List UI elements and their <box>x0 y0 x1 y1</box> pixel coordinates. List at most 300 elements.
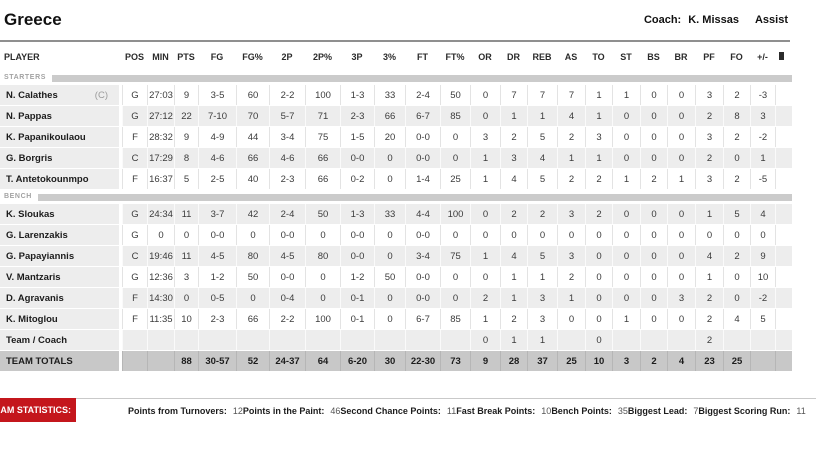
stat-cell: 2 <box>695 106 723 126</box>
stat-cell: 2 <box>723 127 750 147</box>
col-2p: 2P <box>281 52 293 62</box>
stat-cell: -2 <box>750 288 775 308</box>
stat-cell: 5 <box>750 309 775 329</box>
stat-cell: 2 <box>557 169 585 189</box>
player-name: TEAM TOTALS <box>6 355 73 367</box>
player-name-cell <box>0 169 122 189</box>
stat-cell: 30-57 <box>198 351 236 371</box>
stat-cell <box>750 351 775 371</box>
stat-cell: -2 <box>750 127 775 147</box>
stat-cell: 3 <box>750 106 775 126</box>
player-name-cell <box>0 309 122 329</box>
stat-cell: 25 <box>440 169 470 189</box>
coach-line <box>644 14 788 26</box>
stat-cell: 0 <box>585 288 612 308</box>
box-score-body <box>0 71 792 371</box>
stat-cell: 2 <box>500 309 527 329</box>
stat-cell: 4-4 <box>405 204 440 224</box>
player-row <box>0 169 792 189</box>
stat-cell: 0 <box>695 225 723 245</box>
stat-cell: 10 <box>750 267 775 287</box>
player-name: K. Mitoglou <box>6 313 58 325</box>
stat-cell: 1-3 <box>340 204 374 224</box>
stat-cell: 0 <box>723 225 750 245</box>
stat-cell <box>640 330 667 350</box>
stat-cell: G <box>122 85 147 105</box>
player-name: G. Papayiannis <box>6 250 75 262</box>
stat-cell: G <box>122 267 147 287</box>
stat-cell: 2 <box>557 127 585 147</box>
section-row <box>0 190 792 203</box>
stat-second-chance-points: Second Chance Points: 11 <box>340 405 457 416</box>
stat-cell: 0 <box>374 225 405 245</box>
player-name: K. Papanikoulaou <box>6 131 86 143</box>
section-cell <box>0 190 792 203</box>
stat-cell: 0-0 <box>405 267 440 287</box>
stat-cell: 0-0 <box>269 225 305 245</box>
stat-cell: 2 <box>695 330 723 350</box>
col-bs: BS <box>647 52 660 62</box>
stat-cell <box>723 330 750 350</box>
player-name-cell <box>0 246 122 266</box>
stat-cell: 0 <box>305 225 340 245</box>
stat-cell: 4 <box>527 148 557 168</box>
stat-cell: 0 <box>667 204 695 224</box>
col-ftp: FT% <box>445 52 465 62</box>
stat-cell: 0 <box>640 267 667 287</box>
stat-cell: 0 <box>374 169 405 189</box>
stat-cell: 0 <box>470 267 500 287</box>
stat-cell: 40 <box>236 169 269 189</box>
stat-cell: 4 <box>667 351 695 371</box>
col-to: TO <box>592 52 605 62</box>
stat-cell: 0 <box>374 148 405 168</box>
stat-bench-points: Bench Points: 35 <box>551 405 628 416</box>
col-3pp: 3% <box>382 52 396 62</box>
stat-cell: 0 <box>236 288 269 308</box>
stat-cell: 8 <box>174 148 198 168</box>
stat-cell: 5 <box>723 204 750 224</box>
player-name-cell <box>0 225 122 245</box>
stat-cell: 0 <box>723 148 750 168</box>
column-header-row <box>0 43 792 70</box>
stat-cell: 75 <box>440 246 470 266</box>
stat-cell: 0 <box>470 225 500 245</box>
stat-biggest-lead: Biggest Lead: 7 <box>627 405 699 416</box>
stat-cell: 1 <box>500 267 527 287</box>
stat-cell <box>174 330 198 350</box>
player-row <box>0 267 792 287</box>
stat-cell: 88 <box>174 351 198 371</box>
stat-cell: 66 <box>305 169 340 189</box>
stat-cell: F <box>122 169 147 189</box>
stat-cell: 24-37 <box>269 351 305 371</box>
stat-cell: 14:30 <box>147 288 174 308</box>
stat-fast-break-points: Fast Break Points: 10 <box>456 405 552 416</box>
stat-cell: 2 <box>695 148 723 168</box>
stat-cell: 0 <box>470 85 500 105</box>
col-ft: FT <box>417 52 428 62</box>
stat-cell: 1-2 <box>340 267 374 287</box>
stat-cell: 1 <box>500 106 527 126</box>
stat-cell <box>405 330 440 350</box>
stat-cell: 1 <box>612 169 640 189</box>
stat-cell: 9 <box>470 351 500 371</box>
stat-cell <box>667 330 695 350</box>
stat-cell: 5 <box>174 169 198 189</box>
stat-cell: 3 <box>612 351 640 371</box>
captain-badge: (C) <box>94 89 108 101</box>
section-wrap <box>0 190 792 203</box>
stat-cell: 11 <box>174 204 198 224</box>
stat-cell: 0-0 <box>405 288 440 308</box>
stat-cell: 0-5 <box>198 288 236 308</box>
team-statistics-badge: AM STATISTICS: <box>0 398 76 422</box>
stat-cell: 44 <box>236 127 269 147</box>
stat-cell: 2-2 <box>269 309 305 329</box>
stat-cell: 9 <box>750 246 775 266</box>
stat-cell: 1 <box>612 309 640 329</box>
page-header <box>0 0 790 42</box>
stat-cell: 0 <box>440 288 470 308</box>
player-name-cell <box>0 85 122 105</box>
player-name-cell <box>0 330 122 350</box>
stat-cell: 25 <box>723 351 750 371</box>
stat-cell: 0 <box>440 127 470 147</box>
totals-row <box>0 351 792 371</box>
player-name-cell <box>0 148 122 168</box>
stat-cell: 0 <box>667 127 695 147</box>
stat-cell: 24:34 <box>147 204 174 224</box>
stat-cell: 0 <box>374 288 405 308</box>
stat-cell: 1 <box>527 267 557 287</box>
stat-cell <box>122 330 147 350</box>
col-pts: PTS <box>177 52 195 62</box>
stat-cell: 3-5 <box>198 85 236 105</box>
player-name-cell <box>0 288 122 308</box>
stat-cell: 66 <box>374 106 405 126</box>
stat-cell: 8 <box>723 106 750 126</box>
stat-cell: 0 <box>640 288 667 308</box>
col-dr: DR <box>507 52 520 62</box>
stat-cell: 66 <box>305 148 340 168</box>
stat-cell: 3 <box>695 169 723 189</box>
coach-label: Coach: <box>643 14 682 26</box>
stat-cell: 11 <box>174 246 198 266</box>
stat-cell: 6-7 <box>405 309 440 329</box>
stat-cell: 0 <box>612 106 640 126</box>
stat-cell: G <box>122 225 147 245</box>
col-or: OR <box>478 52 492 62</box>
player-name: T. Antetokounmpo <box>6 173 89 185</box>
col-reb: REB <box>532 52 552 62</box>
coach-name: K. Missas <box>688 14 739 26</box>
stat-cell: 1 <box>585 85 612 105</box>
player-name-cell <box>0 267 122 287</box>
stat-cell: 2 <box>470 288 500 308</box>
stat-cell: 1 <box>500 330 527 350</box>
stat-cell: 2 <box>640 169 667 189</box>
clipped-cell <box>775 351 792 371</box>
stat-cell: 1 <box>470 148 500 168</box>
stat-cell: 2-3 <box>340 106 374 126</box>
stat-cell <box>750 330 775 350</box>
col-pf: PF <box>703 52 715 62</box>
player-name: Team / Coach <box>6 334 68 346</box>
section-bar <box>52 75 792 82</box>
stat-cell: 0 <box>612 225 640 245</box>
stat-cell: G <box>122 204 147 224</box>
stat-cell: 3 <box>174 267 198 287</box>
stat-cell: 1 <box>470 169 500 189</box>
stat-cell: 23 <box>695 351 723 371</box>
stat-cell: 1-3 <box>340 85 374 105</box>
col-player: PLAYER <box>4 52 40 62</box>
stat-cell: 0 <box>470 330 500 350</box>
stat-cell: 19:46 <box>147 246 174 266</box>
stat-cell <box>340 330 374 350</box>
player-row <box>0 127 792 147</box>
stat-cell: 75 <box>305 127 340 147</box>
player-row <box>0 204 792 224</box>
col-fgp: FG% <box>242 52 263 62</box>
stat-points-from-turnovers: Points from Turnovers: 12 <box>128 405 243 416</box>
clipped-cell <box>775 330 792 350</box>
assistants-label: Assist <box>754 14 788 26</box>
stat-cell: 1 <box>557 288 585 308</box>
player-row <box>0 225 792 245</box>
stat-cell: 52 <box>236 351 269 371</box>
stat-cell: 0 <box>640 106 667 126</box>
player-name: D. Agravanis <box>6 292 64 304</box>
stat-cell: 0-0 <box>405 148 440 168</box>
stat-cell: 1-2 <box>198 267 236 287</box>
stat-cell: 0-1 <box>340 288 374 308</box>
stat-cell: 0 <box>612 267 640 287</box>
stat-cell: 0 <box>236 225 269 245</box>
stat-cell: 6-20 <box>340 351 374 371</box>
stat-cell: 64 <box>305 351 340 371</box>
player-row <box>0 148 792 168</box>
stat-cell <box>147 351 174 371</box>
player-name-cell <box>0 106 122 126</box>
player-name-cell <box>0 127 122 147</box>
player-row <box>0 246 792 266</box>
stat-cell: 2-2 <box>269 85 305 105</box>
stat-cell: 3-7 <box>198 204 236 224</box>
stat-cell: 50 <box>440 85 470 105</box>
stat-cell: 4-9 <box>198 127 236 147</box>
stat-cell: 4 <box>723 309 750 329</box>
stat-cell: 0-0 <box>340 225 374 245</box>
stat-cell: 11:35 <box>147 309 174 329</box>
col-as: AS <box>564 52 578 62</box>
stat-cell: 3 <box>695 85 723 105</box>
stat-cell: 0 <box>557 309 585 329</box>
stat-cell: 0 <box>440 225 470 245</box>
stat-cell: 3 <box>557 246 585 266</box>
stat-cell: 2 <box>640 351 667 371</box>
stat-cell: 0 <box>640 309 667 329</box>
stat-cell: 0 <box>500 225 527 245</box>
stat-cell: F <box>122 127 147 147</box>
stat-cell: 2-5 <box>198 169 236 189</box>
clipped-cell <box>775 127 792 147</box>
stat-cell: 0 <box>667 106 695 126</box>
stat-cell: 1 <box>527 106 557 126</box>
stat-cell: 7 <box>557 85 585 105</box>
clipped-header-fragment <box>779 52 784 60</box>
stat-cell: 0 <box>667 225 695 245</box>
stat-cell: 4 <box>557 106 585 126</box>
stat-cell: 27:12 <box>147 106 174 126</box>
stat-cell: 100 <box>305 85 340 105</box>
stat-cell: 4 <box>500 169 527 189</box>
stat-cell: 1 <box>470 246 500 266</box>
stat-cell: 85 <box>440 106 470 126</box>
stat-cell: 1 <box>612 85 640 105</box>
player-name: G. Borgris <box>6 152 53 164</box>
stat-cell: 10 <box>585 351 612 371</box>
clipped-cell <box>775 169 792 189</box>
stat-cell: 4-6 <box>269 148 305 168</box>
stat-cell: 0 <box>667 85 695 105</box>
stat-cell: 0 <box>612 127 640 147</box>
stat-cell: 100 <box>440 204 470 224</box>
stat-points-in-the-paint: Points in the Paint: 46 <box>242 405 341 416</box>
stat-cell: 73 <box>440 351 470 371</box>
stat-cell: 1 <box>585 106 612 126</box>
stat-cell: 0 <box>750 225 775 245</box>
stat-cell: 0-0 <box>269 267 305 287</box>
stat-cell: F <box>122 309 147 329</box>
stat-cell: 0-2 <box>340 169 374 189</box>
stat-cell: 0 <box>470 204 500 224</box>
stat-cell: 0-0 <box>405 127 440 147</box>
player-name: V. Mantzaris <box>6 271 61 283</box>
stat-cell: 0 <box>640 127 667 147</box>
stat-cell: 2-4 <box>405 85 440 105</box>
stat-cell: -5 <box>750 169 775 189</box>
stat-cell: 4-5 <box>198 246 236 266</box>
stat-cell: 85 <box>440 309 470 329</box>
player-row <box>0 288 792 308</box>
stat-cell: 1 <box>527 330 557 350</box>
stat-cell: 0-0 <box>198 225 236 245</box>
player-name: N. Pappas <box>6 110 52 122</box>
stat-cell: 0 <box>667 309 695 329</box>
player-row <box>0 85 792 105</box>
stat-cell: 100 <box>305 309 340 329</box>
stat-cell: 0 <box>640 85 667 105</box>
clipped-cell <box>775 148 792 168</box>
stat-cell: 1 <box>470 309 500 329</box>
stat-cell: 60 <box>236 85 269 105</box>
stat-cell: 70 <box>236 106 269 126</box>
stat-cell: 0 <box>585 225 612 245</box>
stat-cell: 5 <box>527 127 557 147</box>
stat-cell: 0-0 <box>340 246 374 266</box>
stat-cell: 0 <box>640 204 667 224</box>
section-label: BENCH <box>4 193 32 200</box>
stat-cell: 2-3 <box>198 309 236 329</box>
col-br: BR <box>674 52 688 62</box>
stat-cell: 5-7 <box>269 106 305 126</box>
stat-cell <box>440 330 470 350</box>
stat-cell: 1 <box>557 148 585 168</box>
stat-cell: 42 <box>236 204 269 224</box>
stat-cell: 2 <box>585 169 612 189</box>
stat-cell: 0-0 <box>405 225 440 245</box>
clipped-cell <box>775 106 792 126</box>
stat-cell: 0 <box>640 148 667 168</box>
stat-cell: 0 <box>305 267 340 287</box>
stat-cell: 0 <box>440 267 470 287</box>
stat-cell: 0 <box>557 225 585 245</box>
stat-cell: 28:32 <box>147 127 174 147</box>
stat-cell: 0 <box>612 246 640 266</box>
stat-cell: 0 <box>585 267 612 287</box>
stat-cell: 0 <box>667 148 695 168</box>
stat-cell: 2-3 <box>269 169 305 189</box>
stat-cell: 7 <box>500 85 527 105</box>
clipped-cell <box>775 288 792 308</box>
stat-cell: 4 <box>695 246 723 266</box>
stat-cell: 3 <box>695 127 723 147</box>
stat-cell: 12:36 <box>147 267 174 287</box>
team-statistics-strip <box>0 398 806 422</box>
team-coach-row <box>0 330 792 350</box>
clipped-cell <box>775 225 792 245</box>
clipped-cell <box>775 309 792 329</box>
stat-cell: 2 <box>695 309 723 329</box>
player-name-cell <box>0 351 122 371</box>
stat-cell: 0 <box>667 246 695 266</box>
player-name: N. Calathes <box>6 89 58 101</box>
stat-cell: 28 <box>500 351 527 371</box>
stat-cell: 5 <box>527 169 557 189</box>
stat-cell: 0 <box>585 246 612 266</box>
stat-cell: 25 <box>557 351 585 371</box>
section-wrap <box>0 71 792 84</box>
stat-cell: 4 <box>750 204 775 224</box>
col-fg: FG <box>210 52 224 62</box>
stat-cell: 1 <box>667 169 695 189</box>
box-score-table <box>0 42 792 372</box>
stat-cell: 22-30 <box>405 351 440 371</box>
stat-cell: 2 <box>500 204 527 224</box>
stat-cell: -3 <box>750 85 775 105</box>
stat-cell: 0 <box>374 309 405 329</box>
col-plusminus: +/- <box>757 52 768 62</box>
stat-cell: 2 <box>500 127 527 147</box>
stat-cell: 0 <box>470 106 500 126</box>
stat-biggest-scoring-run: Biggest Scoring Run: 11 <box>698 405 806 416</box>
stat-cell: 0 <box>723 288 750 308</box>
stat-cell: 10 <box>174 309 198 329</box>
stat-cell: 16:37 <box>147 169 174 189</box>
stat-cell: 0 <box>612 148 640 168</box>
stat-cell: 1 <box>695 204 723 224</box>
stat-cell: C <box>122 148 147 168</box>
stat-cell: 4-6 <box>198 148 236 168</box>
stat-cell: 4-5 <box>269 246 305 266</box>
stat-cell: 2 <box>723 85 750 105</box>
stat-cell: 0 <box>147 225 174 245</box>
stat-cell: 3-4 <box>405 246 440 266</box>
stat-cell: 37 <box>527 351 557 371</box>
stat-cell: 27:03 <box>147 85 174 105</box>
